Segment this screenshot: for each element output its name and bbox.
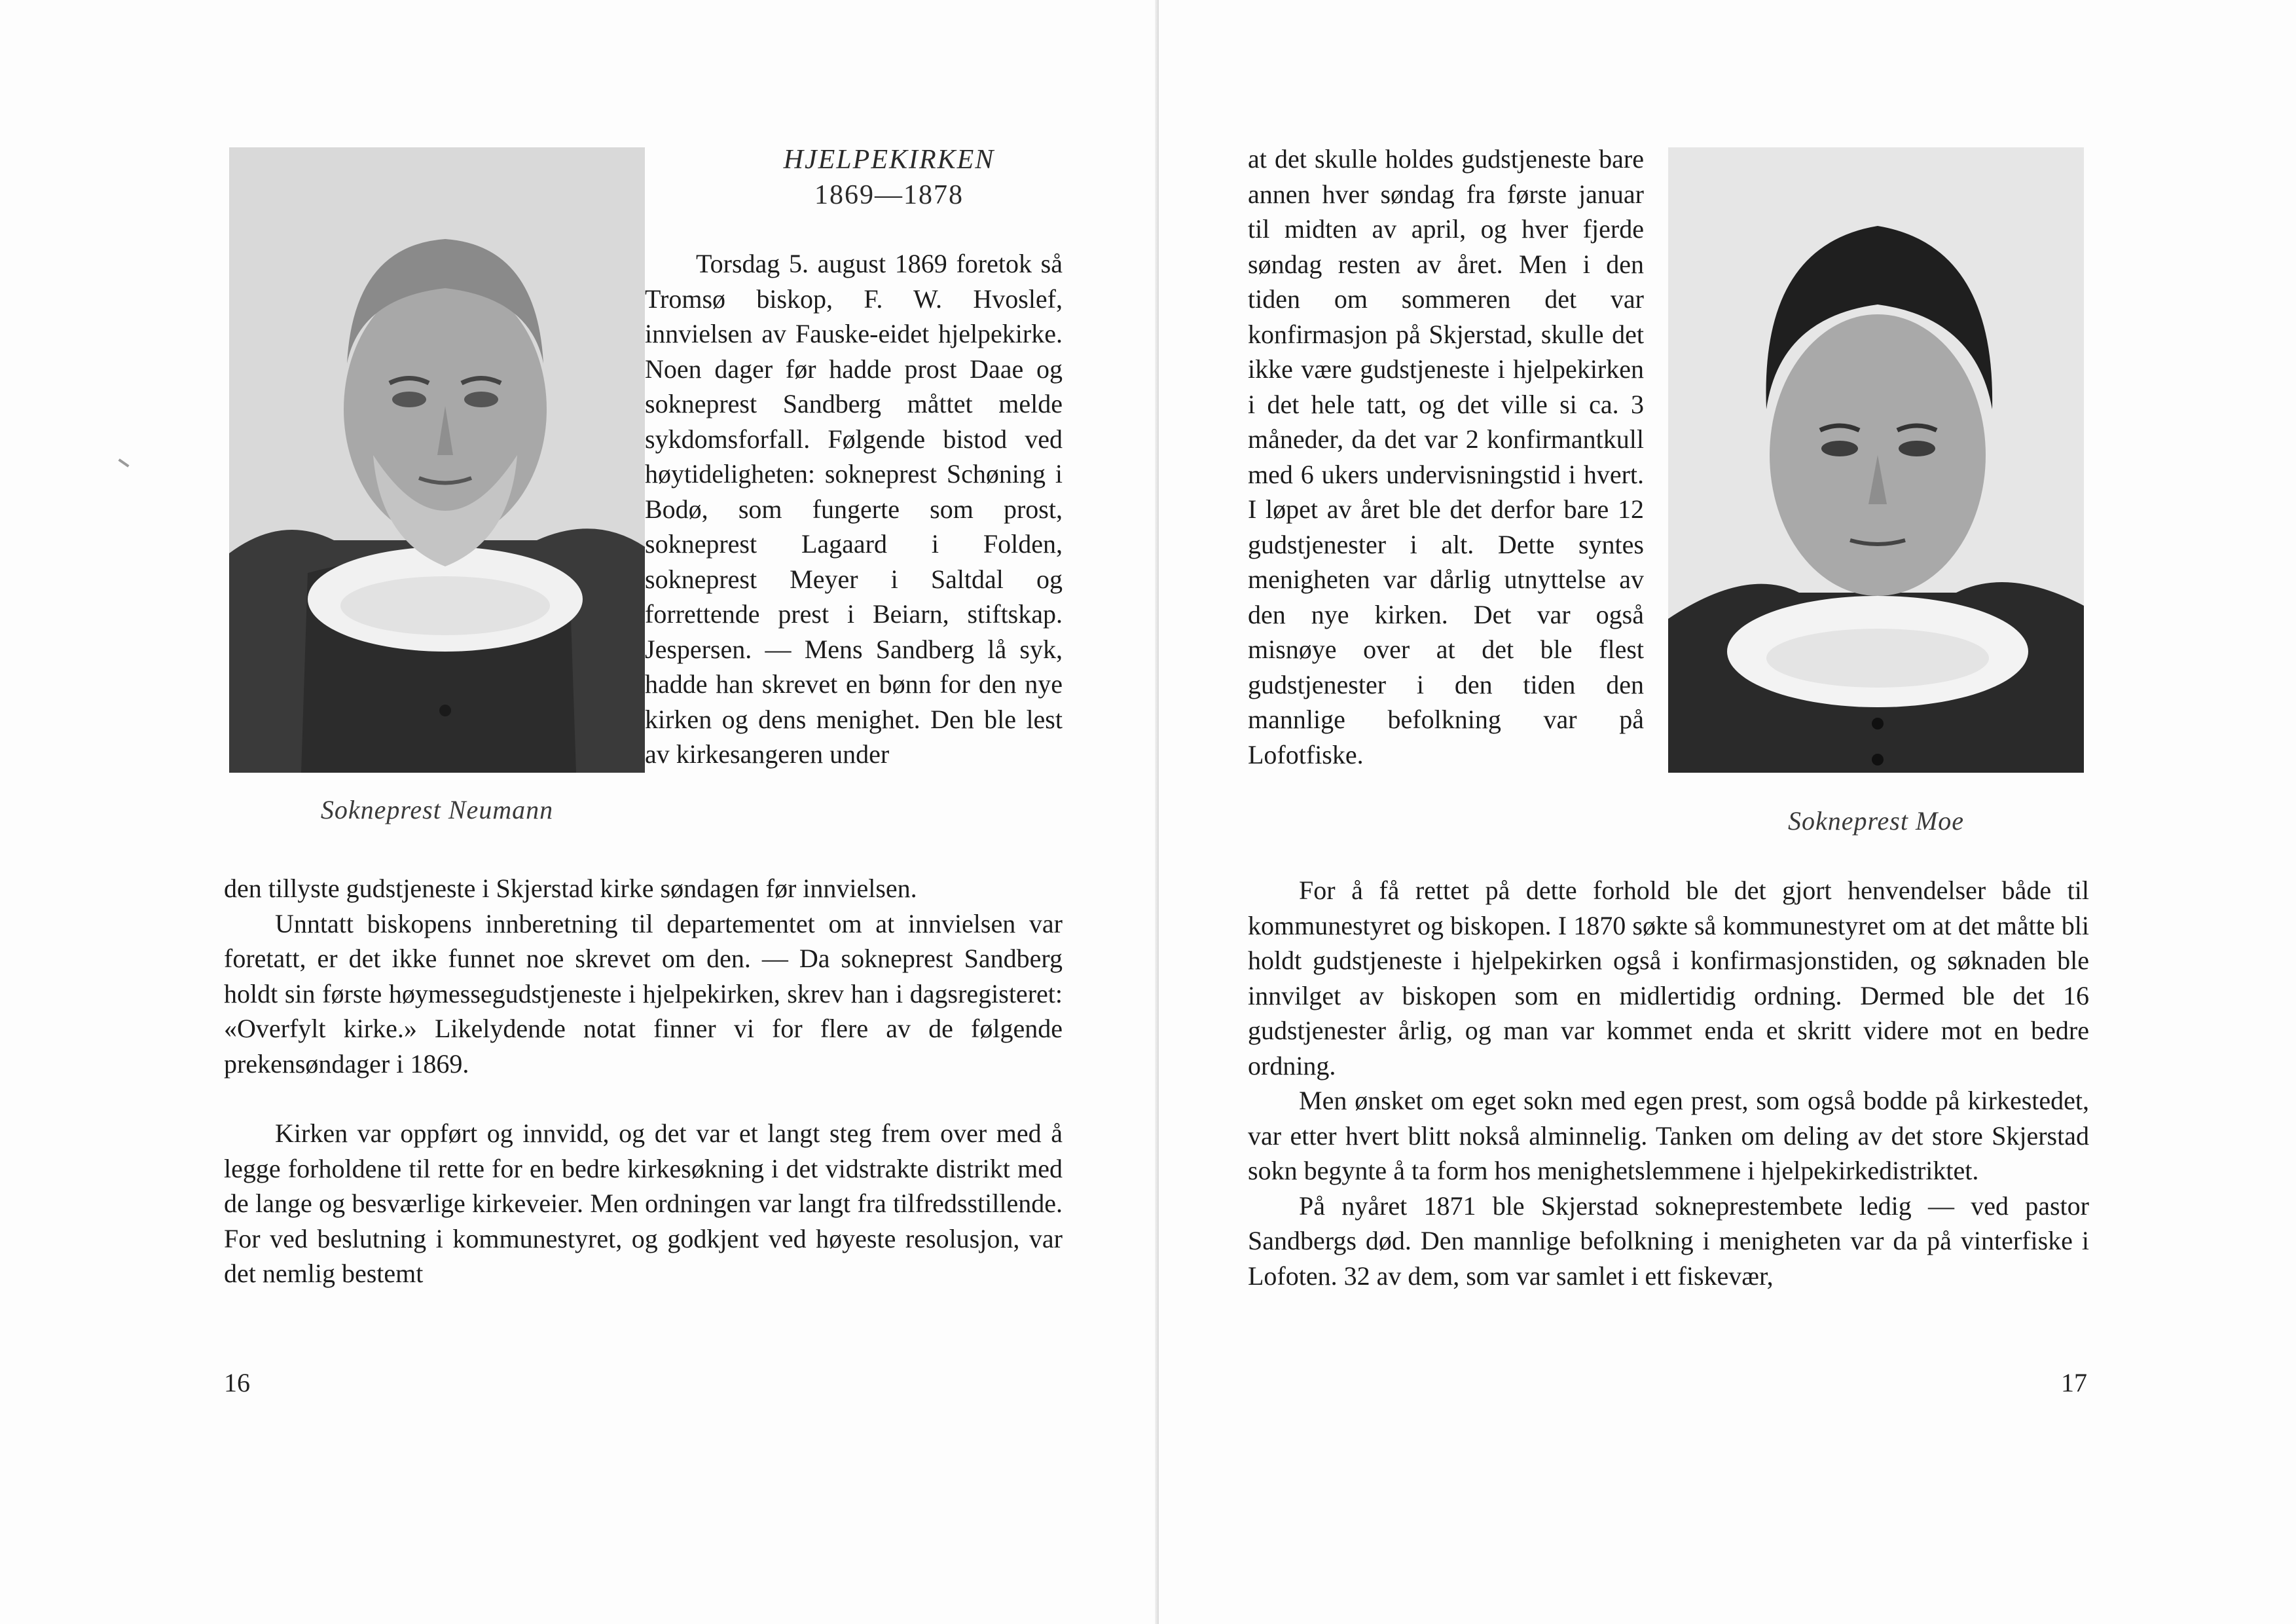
left-side-column: [645, 246, 1063, 772]
right-main-column: [1248, 873, 2089, 1293]
chapter-years: 1869—1878: [814, 180, 964, 210]
left-paragraph-continuation: den tillyste gudstjeneste i Skjerstad kirke søndagen før innvielsen.: [224, 874, 917, 903]
stray-print-mark: [118, 458, 129, 468]
right-side-paragraph: at det skulle holdes gudstjeneste bare annen hver søndag fra første januar til midten av april, og hver fjerde søndag resten av året. Men i den tiden om sommeren det var konfirmasjon på Skjerstad, skulle det ikke være gudstjeneste i hjelpekirken i det hele tatt, og det ville si ca. 3 måneder, da det var 2 konfirmantkull med 6 ukers undervisningstid i hvert. I løpet av året ble det derfor bare 12 gudstjenester i alt. Dette syntes menigheten var dårlig utnyttelse av den nye kirken. Det var også misnøye over at det ble flest gudstjenester i den tiden den mannlige befolkning var på Lofotfiske.: [1248, 144, 1644, 769]
portrait-photo-moe: [1668, 147, 2084, 773]
left-side-paragraph: Torsdag 5. august 1869 foretok så Tromsø biskop, F. W. Hvoslef, innvielsen av Fauske-eidet hjelpekirke. Noen dager før hadde prost Daae og sokneprest Sandberg måttet melde sykdomsforfall. Følgende bistod ved høytideligheten: sokneprest Schøning i Bodø, som fungerte som prost, sokneprest Lagaard i Folden, sokneprest Meyer i Saltdal og forrettende prest i Beiarn, stiftskap. Jespersen. — Mens Sandberg lå syk, hadde han skrevet en bønn for den nye kirken og dens menighet. Den ble lest av kirkesangeren under: [645, 249, 1063, 769]
right-page: [1159, 0, 2296, 1624]
right-paragraph-2: Men ønsket om eget sokn med egen prest, som også bodde på kirkestedet, var etter hvert blitt nokså alminnelig. Tanken om deling av det store Skjerstad sokn begynte å ta form hos menighetslemmene i hjelpekirkedistriktet.: [1248, 1086, 2089, 1185]
left-paragraph-3: Kirken var oppført og innvidd, og det var et langt steg frem over med å legge forholdene til rette for en bedre kirkesøkning i det vidstrakte distrikt med de lange og besværlige kirkeveier. Men ordningen var langt fra tilfredsstillende. For ved beslutning i kommunestyret, og godkjent ved høyeste resolusjon, var det nemlig bestemt: [224, 1118, 1063, 1288]
portrait-neumann-drawing: [229, 147, 645, 773]
portrait-photo-neumann: [229, 147, 645, 773]
photo-caption-moe: Sokneprest Moe: [1787, 806, 1965, 836]
right-paragraph-3: På nyåret 1871 ble Skjerstad sokneprestembete ledig — ved pastor Sandbergs død. Den mannlige befolkning i menigheten var da på vinterfiske i Lofoten. 32 av dem, som var samlet i ett fiskevær,: [1248, 1190, 2089, 1291]
page-number-left: 16: [224, 1368, 250, 1397]
left-paragraph-2: Unntatt biskopens innberetning til departementet om at innvielsen var foretatt, er det ikke funnet noe skrevet om den. — Da sokneprest Sandberg holdt sin første høymessegudstjeneste i hjelpekirken, skrev han i dagsregisteret: «Overfylt kirke.» Likelydende notat finner vi for flere av de følgende prekensøndager i 1869.: [224, 908, 1063, 1079]
left-main-column: [224, 871, 1063, 1291]
photo-caption-neumann: Sokneprest Neumann: [320, 795, 554, 824]
page-number-right: 17: [2061, 1368, 2087, 1397]
chapter-title: HJELPEKIRKEN: [783, 145, 995, 175]
right-paragraph-1: For å få rettet på dette forhold ble det gjort henvendelser både til kommunestyret og biskopen. I 1870 søkte så kommunestyret om at det måtte bli holdt gudstjeneste i hjelpekirken også i konfirmasjonstiden, og søknaden ble innvilget av biskopen som en midlertidig ordning. Dermed ble det 16 gudstjenester årlig, og man var kommet enda et skritt videre mot en bedre ordning.: [1248, 876, 2089, 1080]
right-side-column: [1248, 141, 1644, 772]
portrait-moe-drawing: [1668, 147, 2084, 773]
chapter-heading: [660, 144, 1118, 211]
